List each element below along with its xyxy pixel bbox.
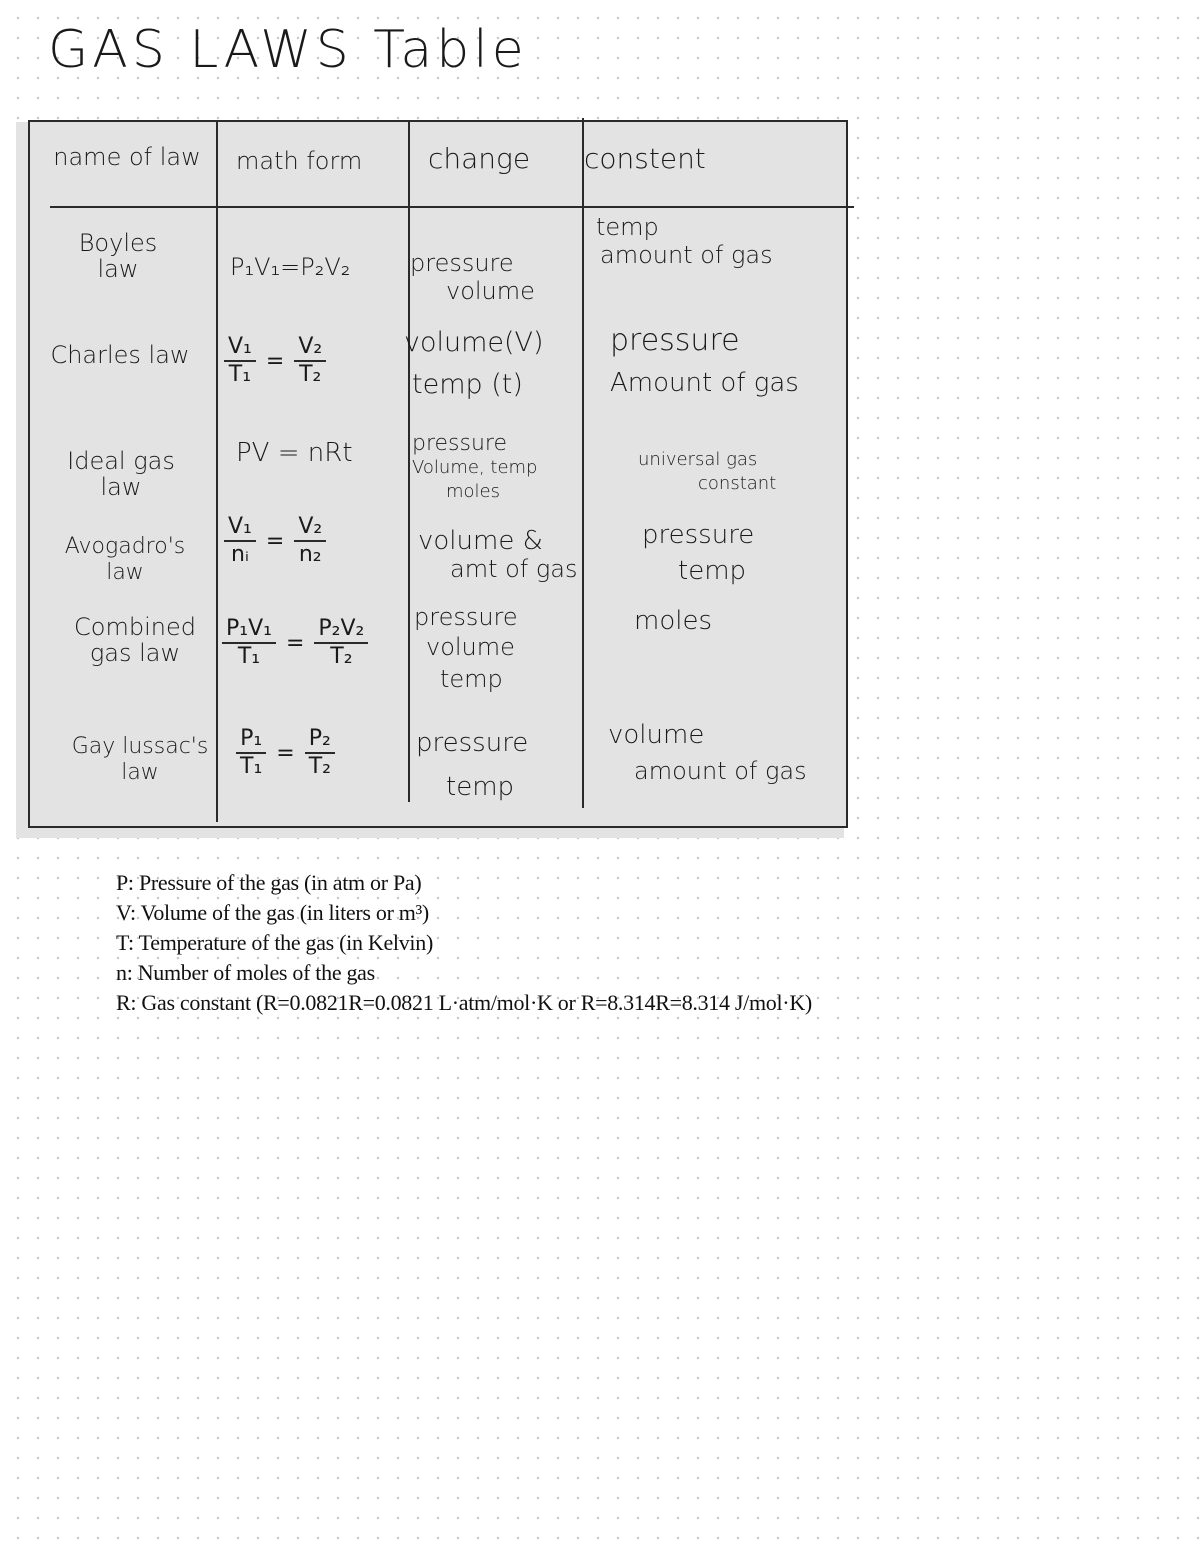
row-charles-change-2: temp (t) <box>412 369 523 400</box>
row-avogadro-constant-2: temp <box>678 556 747 586</box>
row-boyles-change-1: pressure <box>410 249 514 277</box>
equals-sign: = <box>265 348 285 374</box>
row-gaylussac-constant-2: amount of gas <box>634 757 807 785</box>
fraction-numerator: P₁ <box>240 726 263 751</box>
row-charles-change-1: volume(V) <box>404 327 544 358</box>
header-change: change <box>428 142 531 175</box>
row-avogadro-change-2: amt of gas <box>450 555 578 583</box>
row-boyles-formula: P₁V₁=P₂V₂ <box>230 253 351 281</box>
row-charles-formula <box>224 334 326 388</box>
row-gaylussac-name: Gay lussac's law <box>71 734 209 785</box>
row-ideal-change-1: pressure <box>412 431 508 456</box>
row-gaylussac-constant-1: volume <box>608 720 705 750</box>
column-divider <box>216 122 218 822</box>
fraction-numerator: P₂ <box>308 726 331 751</box>
row-combined-change-2: volume <box>426 633 515 661</box>
fraction-denominator: T₂ <box>299 362 322 387</box>
row-boyles-constant-1: temp <box>596 213 659 241</box>
variable-legend <box>116 868 812 1018</box>
row-boyles-constant-2: amount of gas <box>600 241 773 269</box>
column-divider <box>408 122 410 802</box>
header-label: name of law <box>53 143 201 171</box>
legend-item-pressure: P: Pressure of the gas (in atm or Pa) <box>116 870 422 895</box>
gas-laws-table <box>28 120 848 828</box>
fraction-numerator: P₁V₁ <box>226 616 272 641</box>
row-combined-formula <box>222 616 368 670</box>
row-avogadro-change-1: volume & <box>418 526 543 556</box>
row-charles-name: Charles law <box>50 341 190 369</box>
header-constant: constent <box>584 142 706 175</box>
row-charles-constant-2: Amount of gas <box>610 368 799 398</box>
row-charles-constant-1: pressure <box>610 323 740 358</box>
column-divider <box>582 118 584 808</box>
row-boyles-change-2: volume <box>446 277 535 305</box>
equals-sign: = <box>265 528 285 554</box>
equals-sign: = <box>285 630 305 656</box>
row-avogadro-formula <box>224 514 326 568</box>
row-combined-constant-1: moles <box>634 606 712 636</box>
row-ideal-name: Ideal gas law <box>67 447 175 501</box>
fraction-numerator: V₂ <box>298 334 323 359</box>
fraction-denominator: T₂ <box>330 644 353 669</box>
fraction-numerator: V₂ <box>298 514 323 539</box>
row-avogadro-name: Avogadro's law <box>64 534 186 585</box>
row-gaylussac-formula <box>236 726 335 780</box>
fraction-denominator: T₁ <box>228 362 252 387</box>
page-title: GAS LAWS Table <box>48 20 528 80</box>
fraction-numerator: V₁ <box>228 334 252 359</box>
row-gaylussac-change-2: temp <box>446 772 515 802</box>
row-ideal-constant-2: constant <box>698 473 777 494</box>
row-ideal-change-3: moles <box>446 481 500 502</box>
row-gaylussac-change-1: pressure <box>416 728 529 758</box>
legend-item-moles: n: Number of moles of the gas <box>116 960 375 985</box>
fraction-denominator: T₂ <box>308 754 331 779</box>
fraction-denominator: T₁ <box>240 754 263 779</box>
fraction-numerator: V₁ <box>228 514 252 539</box>
row-combined-name: Combined gas law <box>74 613 196 667</box>
fraction-numerator: P₂V₂ <box>318 616 365 641</box>
row-avogadro-constant-1: pressure <box>642 520 755 550</box>
fraction-denominator: T₁ <box>237 644 261 669</box>
fraction-denominator: nᵢ <box>231 542 249 567</box>
header-divider <box>50 206 854 208</box>
row-ideal-formula: PV = nRt <box>236 438 353 468</box>
legend-item-gas-constant: R: Gas constant (R=0.0821R=0.0821 L·atm/mol·K or R=8.314R=8.314 J/mol·K) <box>116 990 812 1015</box>
row-ideal-change-2: Volume, temp <box>412 457 538 478</box>
legend-item-temperature: T: Temperature of the gas (in Kelvin) <box>116 930 433 955</box>
row-combined-change-3: temp <box>440 665 503 693</box>
row-combined-change-1: pressure <box>414 603 518 631</box>
equals-sign: = <box>276 740 295 766</box>
header-math-form: math form <box>236 147 363 175</box>
row-boyles-name: Boyles law <box>78 229 158 283</box>
fraction-denominator: n₂ <box>298 542 322 567</box>
legend-item-volume: V: Volume of the gas (in liters or m³) <box>116 900 429 925</box>
header-name-of-law <box>52 144 202 170</box>
row-ideal-constant-1: universal gas <box>638 449 758 470</box>
